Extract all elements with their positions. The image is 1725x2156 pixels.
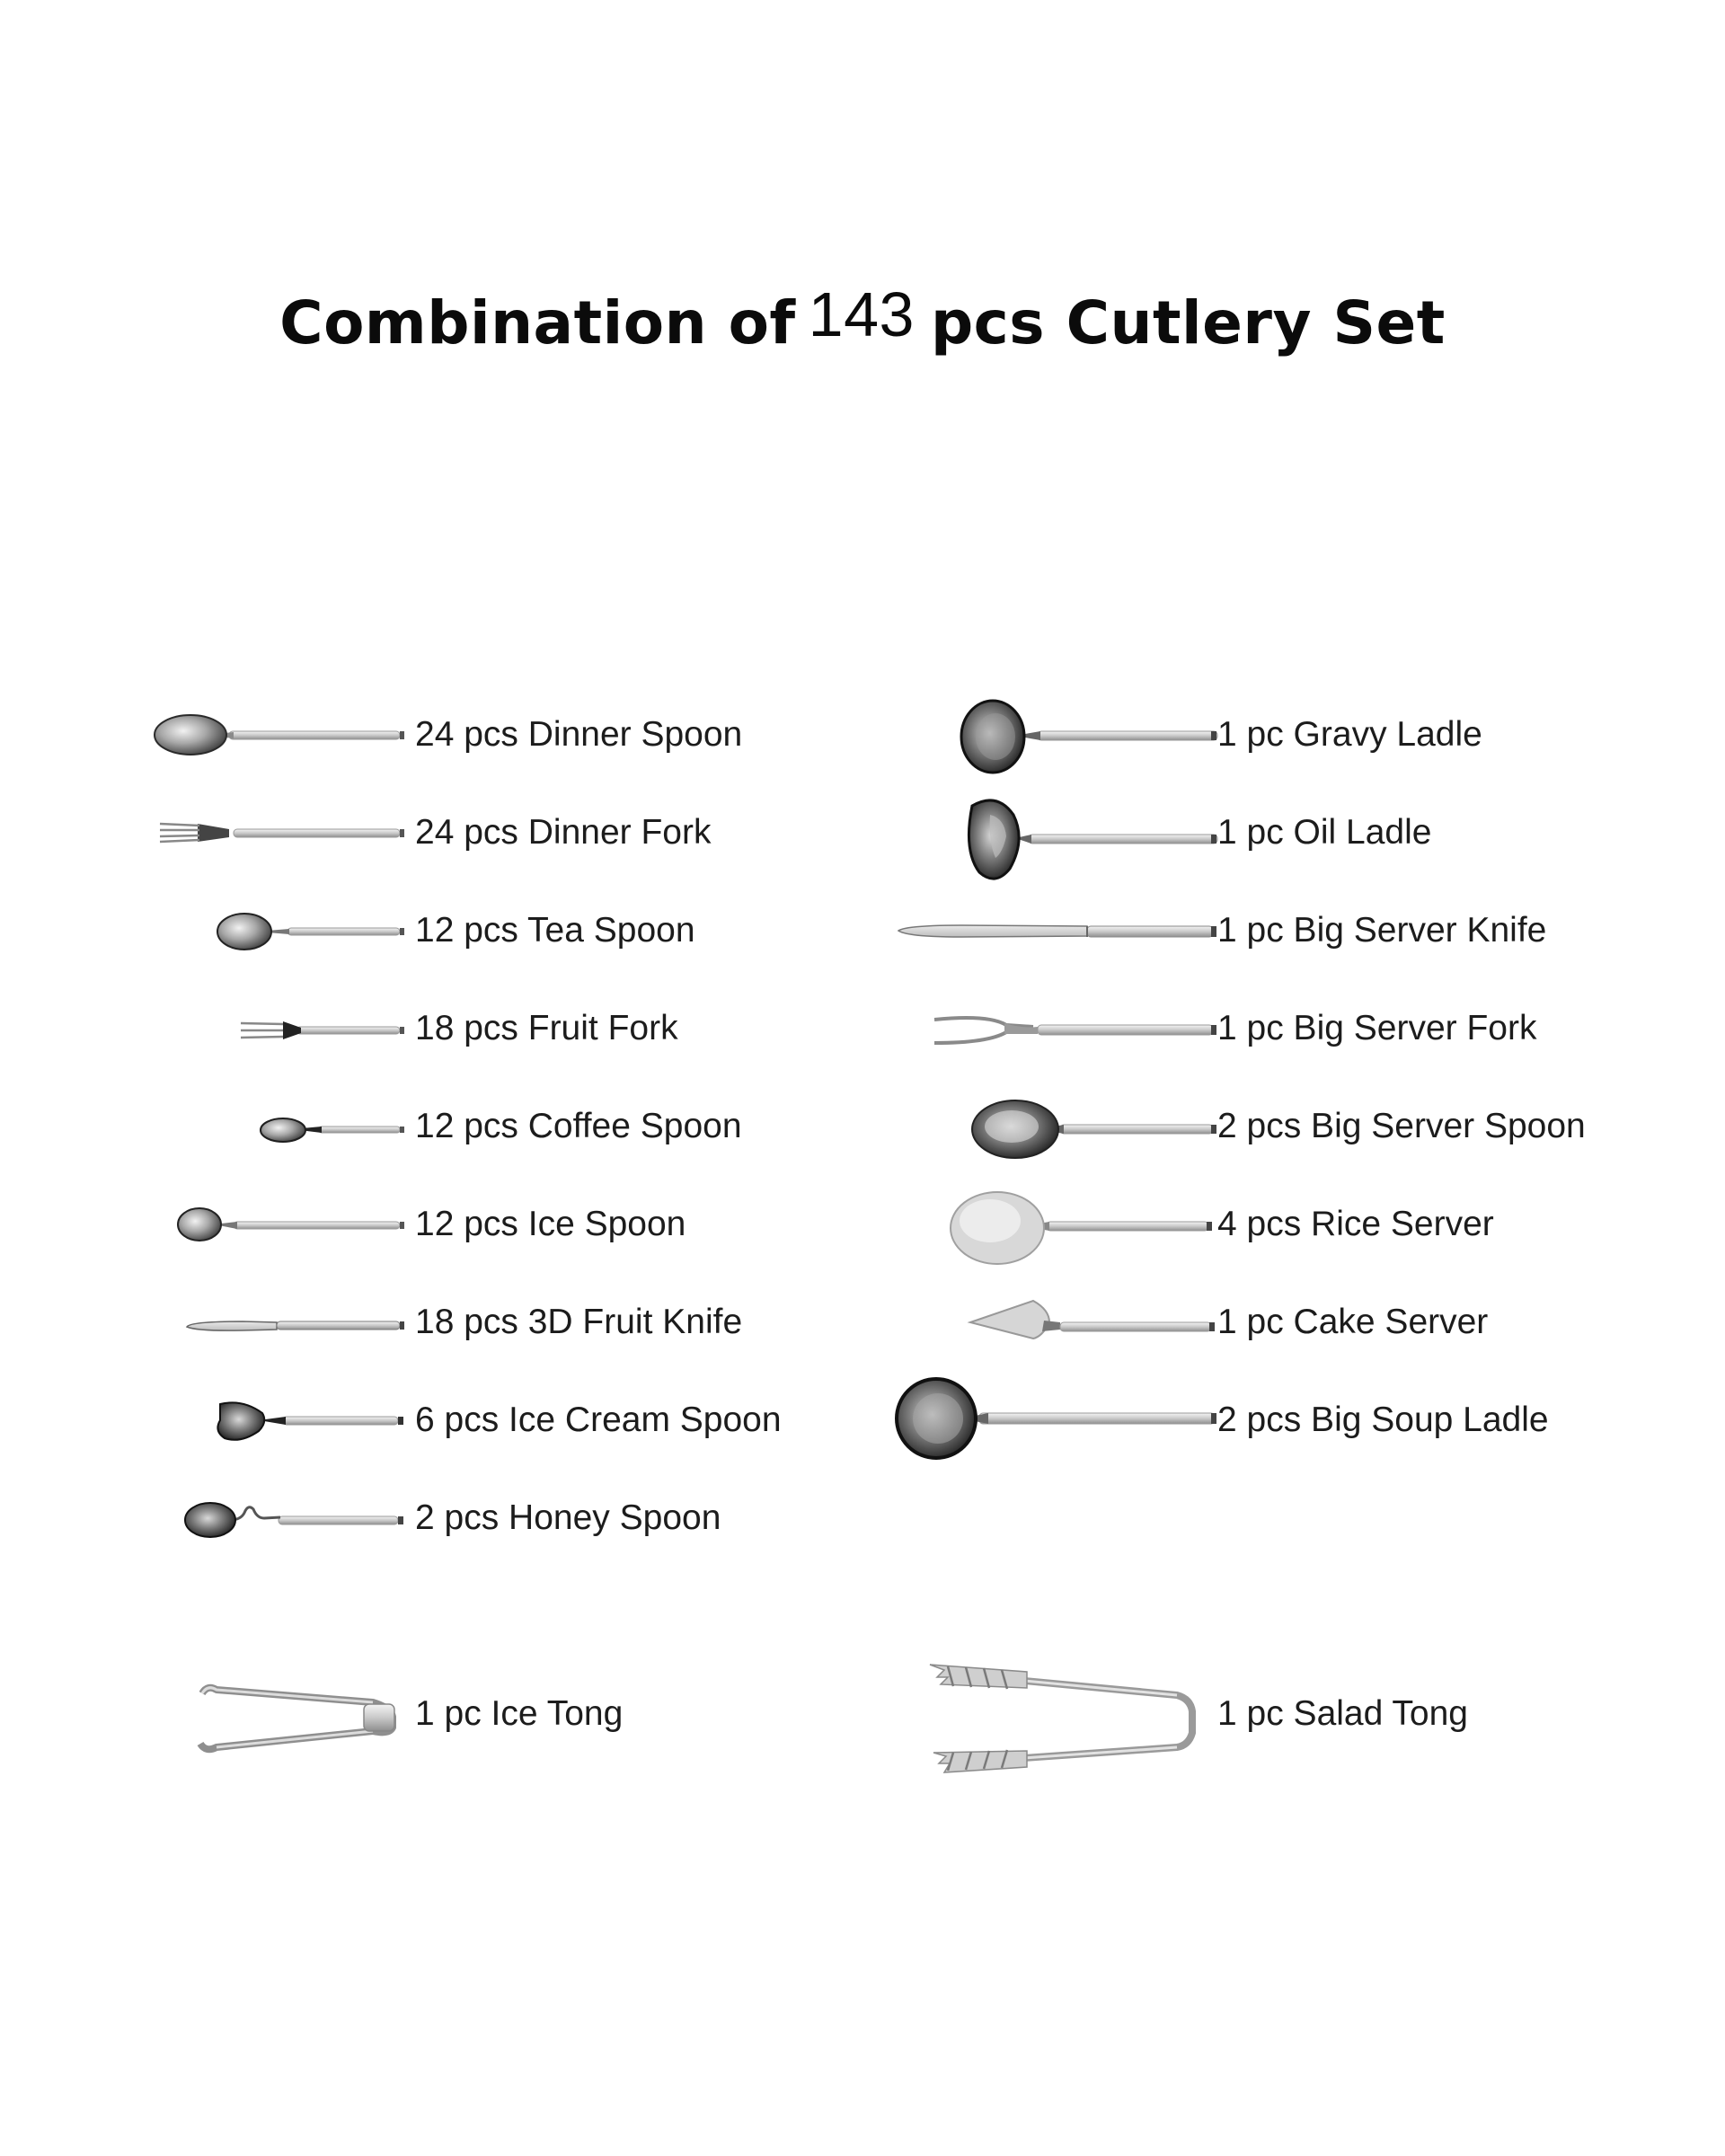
item-label: 2 pcs Big Server Spoon — [1217, 1107, 1586, 1145]
honey-spoon-icon — [144, 1482, 413, 1554]
ice-cream-spoon-icon — [144, 1384, 413, 1456]
server-knife-icon — [925, 895, 1195, 967]
item-label: 1 pc Cake Server — [1217, 1303, 1489, 1341]
item-label: 1 pc Ice Tong — [415, 1694, 624, 1733]
item-label: 1 pc Big Server Fork — [1217, 1009, 1537, 1047]
item-label: 18 pcs 3D Fruit Knife — [415, 1303, 743, 1341]
item-label: 24 pcs Dinner Fork — [415, 813, 712, 852]
page-title — [0, 279, 1725, 358]
tea-spoon-icon — [144, 895, 413, 967]
dinner-spoon-icon — [144, 699, 413, 771]
item-label: 2 pcs Honey Spoon — [415, 1498, 721, 1537]
fruit-knife-icon — [144, 1286, 413, 1358]
item-label: 12 pcs Tea Spoon — [415, 911, 695, 950]
cake-server-icon — [925, 1286, 1195, 1358]
title-suffix: pcs Cutlery Set — [930, 288, 1446, 358]
title-prefix: Combination of — [279, 288, 796, 358]
fruit-fork-icon — [144, 993, 413, 1065]
ice-spoon-icon — [144, 1188, 413, 1260]
title-count: 143 — [808, 279, 915, 349]
item-label: 4 pcs Rice Server — [1217, 1205, 1494, 1243]
item-label: 18 pcs Fruit Fork — [415, 1009, 678, 1047]
dinner-fork-icon — [144, 797, 413, 869]
soup-ladle-icon — [925, 1384, 1195, 1456]
server-spoon-icon — [925, 1091, 1195, 1162]
ice-tong-icon — [184, 1665, 409, 1763]
item-label: 1 pc Salad Tong — [1217, 1694, 1468, 1733]
item-label: 1 pc Big Server Knife — [1217, 911, 1547, 950]
coffee-spoon-icon — [144, 1091, 413, 1162]
gravy-ladle-icon — [925, 699, 1195, 771]
item-label: 1 pc Oil Ladle — [1217, 813, 1432, 852]
item-label: 24 pcs Dinner Spoon — [415, 715, 743, 754]
item-label: 12 pcs Coffee Spoon — [415, 1107, 742, 1145]
item-label: 2 pcs Big Soup Ladle — [1217, 1401, 1549, 1439]
item-label: 1 pc Gravy Ladle — [1217, 715, 1482, 754]
rice-server-icon — [925, 1188, 1195, 1260]
item-label: 6 pcs Ice Cream Spoon — [415, 1401, 782, 1439]
salad-tong-icon — [921, 1647, 1199, 1781]
oil-ladle-icon — [925, 797, 1195, 869]
item-label: 12 pcs Ice Spoon — [415, 1205, 686, 1243]
server-fork-icon — [925, 993, 1195, 1065]
